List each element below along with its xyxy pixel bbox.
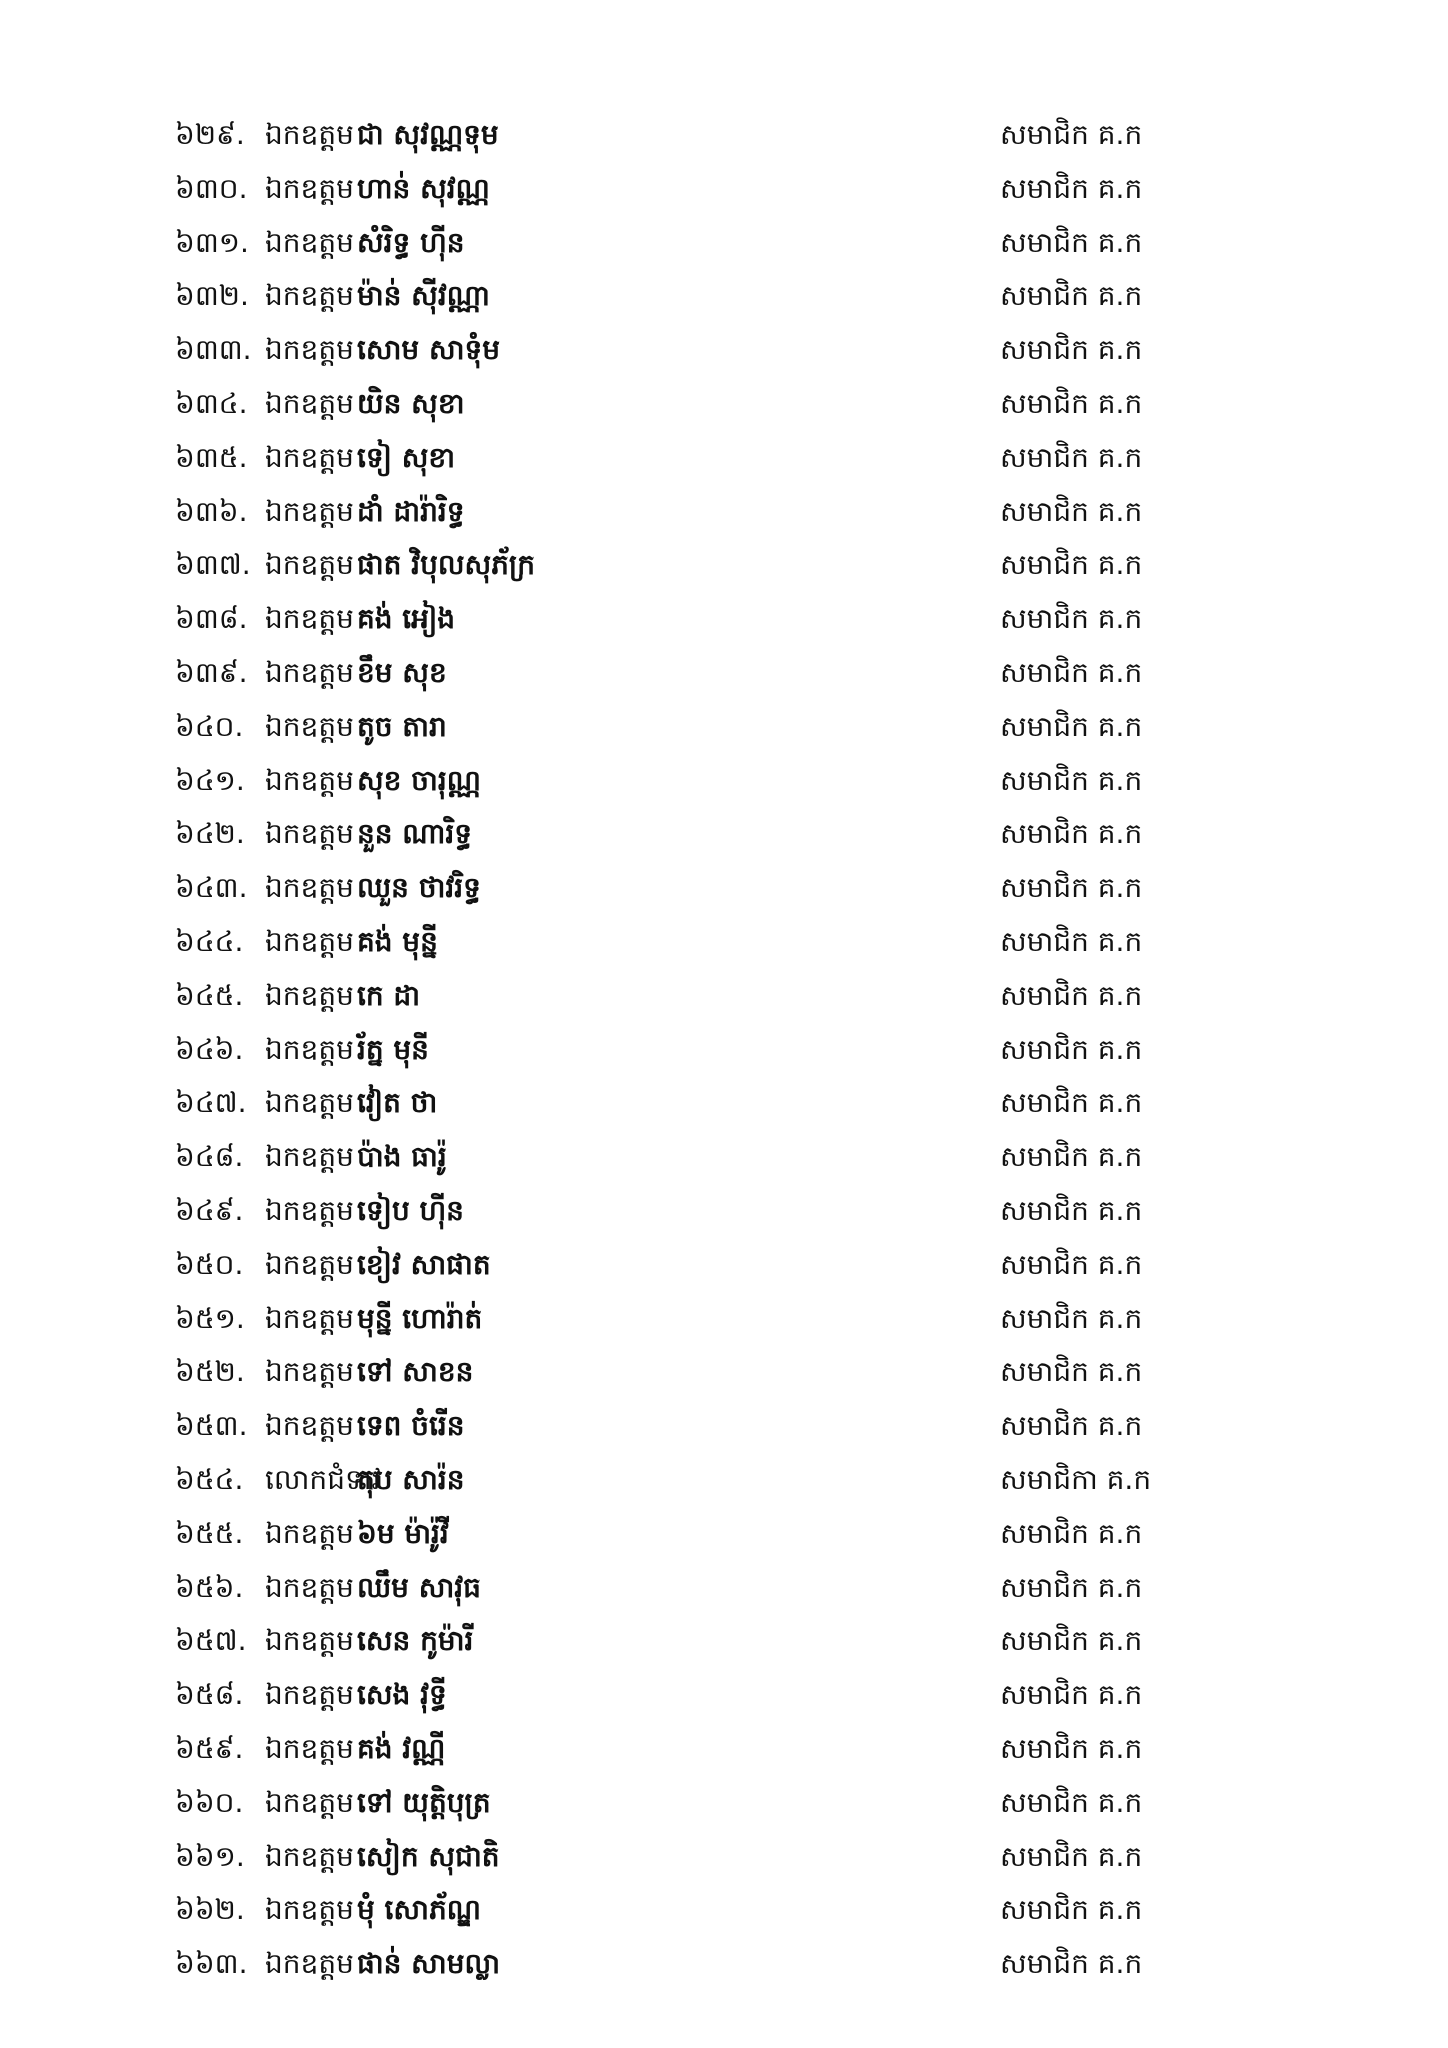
entry-number: ៦៣៨. [175,602,248,636]
entry-name: មុន្នី ហោរ៉ាត់ [357,1301,483,1335]
entry-role: សមាជិក គ.ក [1000,279,1143,313]
entry-number: ៦៦១. [175,1839,245,1873]
entry-name: ទៀ សុខា [357,440,456,474]
entry-number: ៦៣៥. [175,440,248,474]
entry-number: ៦៤៧. [175,1086,247,1120]
entry-role: សមាជិក គ.ក [1000,1247,1143,1281]
list-item [0,1614,1448,1668]
entry-role: សមាជិក គ.ក [1000,1893,1143,1927]
list-item [0,1023,1448,1077]
entry-role: សមាជិក គ.ក [1000,1086,1143,1120]
entry-title: ឯកឧត្តម [265,494,354,528]
list-item [0,1722,1448,1776]
entry-name: នួន ណារិទ្ធ [357,817,473,851]
entry-name: មុំ សោភ័ណ្ឌ [357,1893,481,1927]
entry-name: វៀត ថា [357,1086,438,1120]
entry-role: សមាជិក គ.ក [1000,763,1143,797]
entry-role: សមាជិក គ.ក [1000,817,1143,851]
entry-number: ៦៥៦. [175,1570,244,1604]
entry-number: ៦៣៤. [175,386,248,420]
entry-role: សមាជិក គ.ក [1000,602,1143,636]
entry-role: សមាជិក គ.ក [1000,1570,1143,1604]
list-item [0,1507,1448,1561]
entry-title: ឯកឧត្តម [265,118,354,151]
entry-role: សមាជិក គ.ក [1000,333,1143,367]
entry-role: សមាជិក គ.ក [1000,709,1143,743]
entry-title: ឯកឧត្តម [265,1731,354,1765]
list-item [0,538,1448,592]
list-item [0,1453,1448,1507]
entry-name: ៦ម ម៉ារ៉ូវី [357,1516,449,1550]
entry-title: ឯកឧត្តម [265,1086,354,1120]
entry-name: រ័ត្ន មុនី [357,1032,429,1066]
entry-role: សមាជិក គ.ក [1000,1839,1143,1873]
entry-name: ផាន់ សាមល្លា [357,1947,501,1981]
entry-title: ឯកឧត្តម [265,655,354,689]
entry-number: ៦៤៤. [175,924,244,958]
entry-number: ៦៥៩. [175,1731,244,1765]
entry-role: សមាជិក គ.ក [1000,1624,1143,1658]
entry-number: ៦៦៣. [175,1947,248,1981]
entry-number: ៦៥៣. [175,1409,248,1443]
list-item [0,431,1448,485]
list-item [0,592,1448,646]
entry-role: សមាជិក គ.ក [1000,924,1143,958]
entry-number: ៦៤០. [175,709,244,743]
entry-title: ឯកឧត្តម [265,1409,354,1443]
entry-title: ឯកឧត្តម [265,279,354,313]
entry-number: ៦៦២. [175,1893,245,1927]
entry-number: ៦៥២. [175,1355,245,1389]
list-item [0,1238,1448,1292]
entry-title: ឯកឧត្តម [265,171,354,205]
entry-title: ឯកឧត្តម [265,1570,354,1604]
entry-role: សមាជិក គ.ក [1000,1678,1143,1712]
entry-title: ឯកឧត្តម [265,386,354,420]
entry-number: ៦៥៧. [175,1624,247,1658]
entry-name: សេង វុទ្ធី [357,1678,447,1712]
entry-name: តូច តារា [357,709,447,743]
list-item [0,1399,1448,1453]
entry-name: គង់ មុន្នី [357,924,438,958]
entry-title: ឯកឧត្តម [265,1785,354,1819]
entry-title: ឯកឧត្តម [265,1947,354,1981]
entry-number: ៦៤១. [175,763,245,797]
entry-number: ៦៤៦. [175,1032,244,1066]
list-item [0,1076,1448,1130]
entry-role: សមាជិក គ.ក [1000,871,1143,905]
list-item [0,1130,1448,1184]
entry-number: ៦៥៤. [175,1462,244,1496]
entry-name: ទៅ យុត្តិបុត្រ [357,1785,491,1819]
entry-role: សមាជិក គ.ក [1000,655,1143,689]
entry-number: ៦៣៧. [175,548,251,582]
list-item [0,1668,1448,1722]
list-item [0,700,1448,754]
entry-title: ឯកឧត្តម [265,333,354,367]
entry-number: ៦៣១. [175,225,249,259]
entry-title: ឯកឧត្តម [265,1032,354,1066]
list-item [0,754,1448,808]
list-item [0,1292,1448,1346]
entry-name: ឈឹម សាវុធ [357,1570,481,1604]
entry-name: សុខ ចារុណ្ណ [357,763,481,797]
list-item [0,1345,1448,1399]
entry-title: ឯកឧត្តម [265,440,354,474]
entry-name: ឈួន ថាវរិទ្ធ [357,871,481,905]
entry-title: ឯកឧត្តម [265,924,354,958]
entry-number: ៦៣៩. [175,655,248,689]
entry-role: សមាជិក គ.ក [1000,225,1143,259]
entry-role: សមាជិក គ.ក [1000,1947,1143,1981]
entry-title: លោកជំទាវ [265,1462,381,1496]
entry-number: ៦៦០. [175,1785,244,1819]
list-item [0,807,1448,861]
list-item [0,1937,1448,1991]
entry-title: ឯកឧត្តម [265,1624,354,1658]
entry-name: ខៀវ សាផាត [357,1247,491,1281]
member-list [0,108,1448,1991]
entry-title: ឯកឧត្តម [265,1516,354,1550]
entry-role: សមាជិក គ.ក [1000,494,1143,528]
entry-name: យិន សុខា [357,386,465,420]
entry-role: សមាជិក គ.ក [1000,1516,1143,1550]
list-item [0,269,1448,323]
entry-title: ឯកឧត្តម [265,1893,354,1927]
entry-role: សមាជិក គ.ក [1000,386,1143,420]
entry-number: ៦៥៨. [175,1678,244,1712]
entry-name: គង់ វណ្ណី [357,1731,446,1765]
entry-name: សៀក សុជាតិ [357,1839,500,1873]
list-item [0,377,1448,431]
entry-name: ម៉ាន់ ស៊ីវណ្ណា [357,279,490,313]
entry-name: កេ ដា [357,978,421,1012]
entry-name: ទេព ចំរើន [357,1409,465,1443]
entry-role: សមាជិក គ.ក [1000,978,1143,1012]
entry-number: ៦៥០. [175,1247,244,1281]
entry-role: សមាជិក គ.ក [1000,1193,1143,1227]
list-item [0,915,1448,969]
entry-number: ៦៤៩. [175,1193,244,1227]
list-item [0,216,1448,270]
entry-title: ឯកឧត្តម [265,1678,354,1712]
entry-role: សមាជិក គ.ក [1000,1301,1143,1335]
entry-role: សមាជិក គ.ក [1000,171,1143,205]
entry-title: ឯកឧត្តម [265,1247,354,1281]
entry-title: ឯកឧត្តម [265,763,354,797]
entry-name: ហាន់ សុវណ្ណ [357,171,490,205]
entry-title: ឯកឧត្តម [265,1301,354,1335]
entry-title: ឯកឧត្តម [265,817,354,851]
entry-number: ៦៣២. [175,279,249,313]
entry-number: ៦៥៥. [175,1516,244,1550]
entry-number: ៦៣៦. [175,494,248,528]
entry-title: ឯកឧត្តម [265,602,354,636]
entry-name: ទៅ សាខន [357,1355,474,1389]
entry-name: សំរិទ្ធ ហ៊ីន [357,225,465,259]
entry-role: សមាជិក គ.ក [1000,1355,1143,1389]
entry-name: ផាត វិបុលសុភ័ក្រ [357,548,536,582]
entry-name: ជា សុវណ្ណទុម [357,118,499,151]
list-item [0,485,1448,539]
list-item [0,323,1448,377]
entry-name: ទៀប ហ៊ីន [357,1193,464,1227]
entry-number: ៦៥១. [175,1301,245,1335]
entry-role: សមាជិក គ.ក [1000,548,1143,582]
entry-title: ឯកឧត្តម [265,225,354,259]
entry-title: ឯកឧត្តម [265,871,354,905]
entry-title: ឯកឧត្តម [265,1839,354,1873]
list-item [0,1561,1448,1615]
list-item [0,108,1448,162]
entry-role: សមាជិក គ.ក [1000,1785,1143,1819]
entry-name: ខឹម សុខ [357,655,447,689]
entry-role: សមាជិក គ.ក [1000,1409,1143,1443]
entry-title: ឯកឧត្តម [265,1193,354,1227]
entry-title: ឯកឧត្តម [265,1355,354,1389]
entry-name: ដាំ ដារ៉ារិទ្ធ [357,494,465,528]
entry-number: ៦៤២. [175,817,245,851]
list-item [0,969,1448,1023]
entry-title: ឯកឧត្តម [265,978,354,1012]
entry-role: សមាជិក គ.ក [1000,118,1143,151]
entry-title: ឯកឧត្តម [265,548,354,582]
entry-name: គង់ អៀង [357,602,456,636]
entry-number: ៦៤៣. [175,871,248,905]
entry-role: សមាជិក គ.ក [1000,440,1143,474]
list-item [0,1883,1448,1937]
entry-name: សេន កូម៉ារី [357,1624,474,1658]
list-item [0,861,1448,915]
entry-number: ៦២៩. [175,118,245,151]
entry-role: សមាជិក គ.ក [1000,1140,1143,1174]
list-item [0,1184,1448,1238]
list-item [0,162,1448,216]
entry-name: តុប សារ៉ន [357,1462,465,1496]
entry-number: ៦៣០. [175,171,248,205]
list-item [0,646,1448,700]
entry-number: ៦៤៥. [175,978,244,1012]
entry-role: សមាជិក គ.ក [1000,1731,1143,1765]
entry-role: សមាជិក គ.ក [1000,1032,1143,1066]
entry-number: ៦៣៣. [175,333,252,367]
list-item [0,1830,1448,1884]
entry-number: ៦៤៨. [175,1140,244,1174]
entry-name: ប៉ាង ធារ៉ូ [357,1140,447,1174]
entry-title: ឯកឧត្តម [265,1140,354,1174]
entry-title: ឯកឧត្តម [265,709,354,743]
entry-name: សោម សាទុំម [357,333,501,367]
entry-role: សមាជិកា គ.ក [1000,1462,1152,1496]
list-item [0,1776,1448,1830]
